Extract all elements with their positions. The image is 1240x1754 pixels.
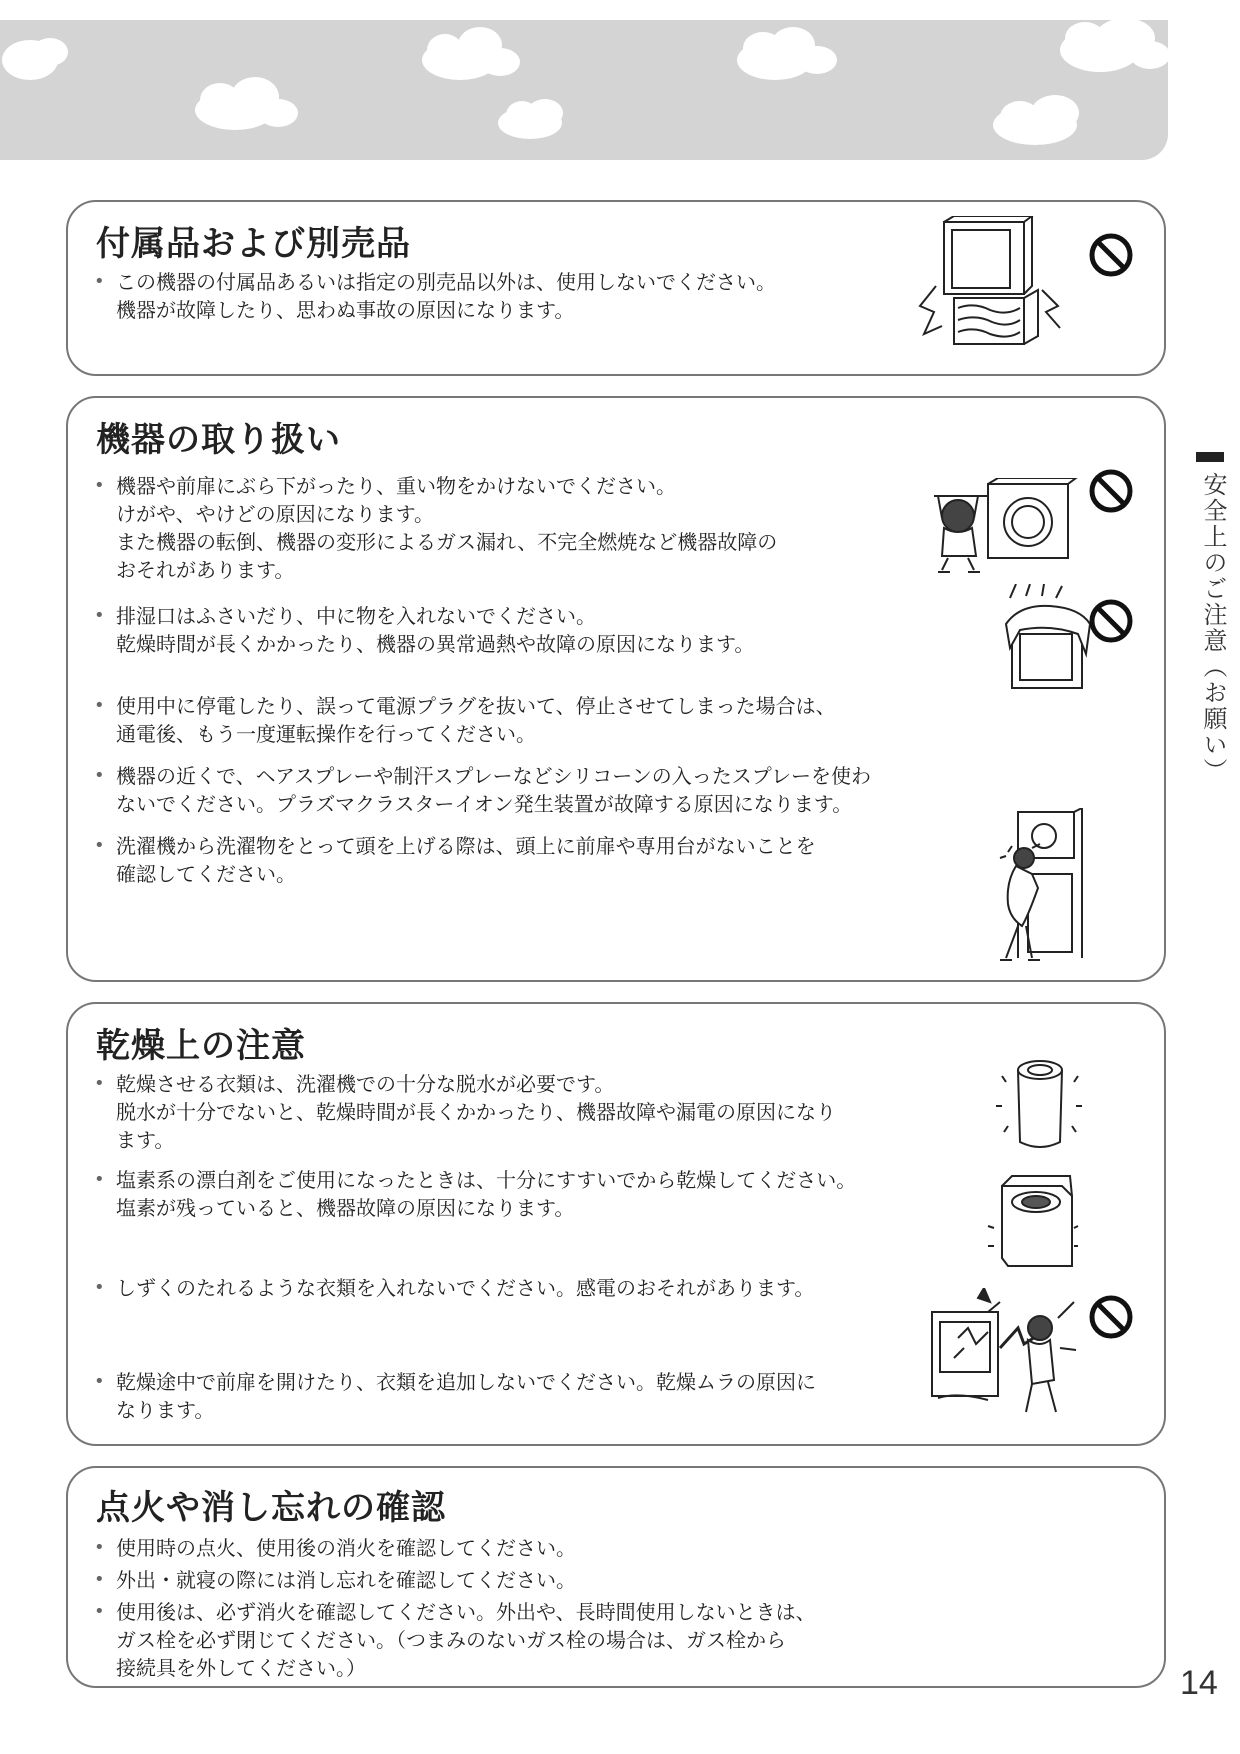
- washing-machine-illustration: [984, 1166, 1084, 1276]
- prohibit-icon: [1088, 1294, 1134, 1340]
- section-drying-caution: [66, 1002, 1166, 1446]
- covered-vent-illustration: [1000, 584, 1100, 694]
- item-text: 機器の近くで、ヘアスプレーや制汗スプレーなどシリコーンの入ったスプレーを使わ ないでください。プラズマクラスターイオン発生装置が故障する原因になります。: [116, 764, 871, 816]
- item-text: しずくのたれるような衣類を入れないでください。感電のおそれがあります。: [116, 1276, 815, 1300]
- list-item: [94, 1274, 974, 1302]
- section-accessories: [66, 200, 1166, 376]
- section-title: 付属品および別売品: [96, 224, 411, 264]
- side-tab-label: 安全上のご注意（お願い）: [1199, 472, 1227, 784]
- child-hanging-on-dryer-illustration: [928, 478, 1078, 578]
- item-text: この機器の付属品あるいは指定の別売品以外は、使用しないでください。 機器が故障したり、思わぬ事故の原因になります。: [116, 270, 776, 322]
- list-item: [94, 1534, 974, 1562]
- section-title: 点火や消し忘れの確認: [96, 1488, 446, 1528]
- prohibit-icon: [1088, 232, 1134, 278]
- section-title: 機器の取り扱い: [96, 420, 341, 460]
- bullet: •: [94, 1277, 105, 1298]
- item-text: 使用中に停電したり、誤って電源プラグを抜いて、停止させてしまった場合は、 通電後、もう一度運転操作を行ってください。: [116, 694, 836, 746]
- list-item: [94, 1598, 974, 1682]
- list-item: [94, 692, 974, 748]
- item-text: 乾燥させる衣類は、洗濯機での十分な脱水が必要です。 脱水が十分でないと、乾燥時間が長くかかったり、機器故障や漏電の原因になり ます。: [116, 1072, 836, 1152]
- list-item: [94, 1166, 974, 1222]
- bullet: •: [94, 1169, 105, 1190]
- side-tab: [1196, 452, 1232, 784]
- list-item: [94, 1566, 974, 1594]
- list-item: [94, 1070, 974, 1154]
- item-text: 使用後は、必ず消火を確認してください。外出や、長時間使用しないときは、 ガス栓を必ず閉じてください。（つまみのないガス栓の場合は、ガス栓から 接続具を外してください。）: [116, 1600, 816, 1680]
- bullet: •: [94, 765, 105, 786]
- spin-tub-illustration: [990, 1056, 1090, 1156]
- prohibit-icon: [1088, 598, 1134, 644]
- side-tab-marker: [1196, 452, 1224, 462]
- bullet: •: [94, 1371, 105, 1392]
- cloud-decoration: [0, 20, 1168, 160]
- item-text: 機器や前扉にぶら下がったり、重い物をかけないでください。 けがや、やけどの原因になります。 また機器の転倒、機器の変形によるガス漏れ、不完全燃焼など機器故障の おそれがあります。: [116, 474, 778, 582]
- list-item: [94, 1368, 974, 1424]
- bullet: •: [94, 1537, 105, 1558]
- prohibit-icon: [1088, 468, 1134, 514]
- item-text: 洗濯機から洗濯物をとって頭を上げる際は、頭上に前扉や専用台がないことを 確認してください。: [116, 834, 816, 886]
- section-ignition-check: [66, 1466, 1166, 1688]
- list-item: [94, 762, 974, 818]
- bullet: •: [94, 475, 105, 496]
- item-text: 排湿口はふさいだり、中に物を入れないでください。 乾燥時間が長くかかったり、機器の異常過熱や故障の原因になります。: [116, 604, 755, 656]
- bullet: •: [94, 1073, 105, 1094]
- item-text: 乾燥途中で前扉を開けたり、衣類を追加しないでください。乾燥ムラの原因に なります。: [116, 1370, 816, 1422]
- item-text: 外出・就寝の際には消し忘れを確認してください。: [116, 1568, 576, 1592]
- bullet: •: [94, 1569, 105, 1590]
- header-banner: [0, 20, 1168, 160]
- bullet: •: [94, 695, 105, 716]
- page-number: 14: [1180, 1664, 1218, 1702]
- bullet: •: [94, 835, 105, 856]
- person-under-dryer-illustration: [988, 808, 1098, 968]
- bullet: •: [94, 271, 105, 292]
- section-handling: [66, 396, 1166, 982]
- list-item: [94, 268, 974, 324]
- bullet: •: [94, 1601, 105, 1622]
- list-item: [94, 602, 974, 658]
- section-title: 乾燥上の注意: [96, 1026, 306, 1066]
- list-item: [94, 472, 974, 584]
- electric-shock-illustration: [928, 1288, 1078, 1418]
- item-text: 使用時の点火、使用後の消火を確認してください。: [116, 1536, 576, 1560]
- washer-on-block-illustration: [914, 216, 1064, 356]
- list-item: [94, 832, 974, 888]
- bullet: •: [94, 605, 105, 626]
- item-text: 塩素系の漂白剤をご使用になったときは、十分にすすいでから乾燥してください。 塩素が残っていると、機器故障の原因になります。: [116, 1168, 857, 1220]
